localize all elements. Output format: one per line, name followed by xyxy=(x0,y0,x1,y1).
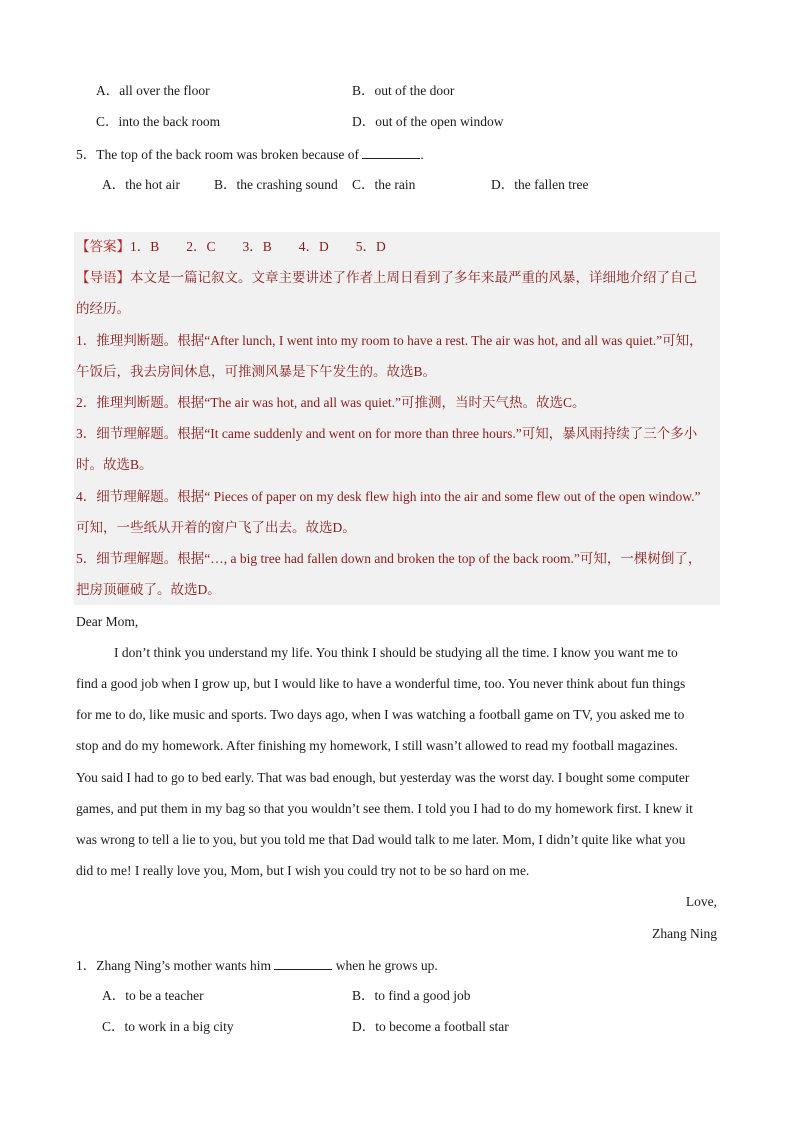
q4-option-c[interactable]: C．into the back room xyxy=(96,114,221,129)
letter-line-4: stop and do my homework. After finishing my homework, I still wasn’t allowed to read my football magazines. xyxy=(76,738,678,753)
answer-label: 【答案】 xyxy=(76,239,130,254)
explanation-4-line-2: 可知，一些纸从开着的窗户飞了出去。故选D。 xyxy=(76,520,356,535)
guide-label: 【导语】 xyxy=(76,270,130,285)
letter-signature: Zhang Ning xyxy=(652,926,717,941)
letter-line-1: I don’t think you understand my life. You think I should be studying all the time. I know you want me to xyxy=(114,645,678,660)
q1-option-c[interactable]: C．to work in a big city xyxy=(102,1019,234,1034)
q4-option-a[interactable]: A．all over the floor xyxy=(96,83,210,98)
explanation-4-line-1: 4．细节理解题。根据“ Pieces of paper on my desk flew high into the air and some flew out of the open window.” xyxy=(76,489,701,504)
q1-stem xyxy=(76,955,438,976)
guide-line-1 xyxy=(76,268,697,288)
q5-option-b[interactable]: B．the crashing sound xyxy=(214,177,338,192)
letter-line-8: did to me! I really love you, Mom, but I wish you could try not to be so hard on me. xyxy=(76,863,530,878)
letter-line-7: was wrong to tell a lie to you, but you told me that Dad would talk to me later. Mom, I didn’t quite like what you xyxy=(76,832,686,847)
q5-option-a[interactable]: A．the hot air xyxy=(102,177,180,192)
q5-blank xyxy=(362,144,420,159)
answer-values: 1．B 2．C 3．B 4．D 5．D xyxy=(130,239,386,254)
q4-option-b[interactable]: B．out of the door xyxy=(352,83,455,98)
explanation-2-line-1: 2．推理判断题。根据“The air was hot, and all was quiet.”可推测，当时天气热。故选C。 xyxy=(76,395,586,410)
guide-text-1: 本文是一篇记叙文。文章主要讲述了作者上周日看到了多年来最严重的风暴，详细地介绍了自己 xyxy=(130,270,697,285)
letter-closing: Love, xyxy=(685,894,717,909)
explanation-1-line-1: 1．推理判断题。根据“After lunch, I went into my room to have a rest. The air was hot, and all was quiet.”可知， xyxy=(76,333,703,348)
guide-line-2: 的经历。 xyxy=(76,301,130,316)
q1-stem-end: when he grows up. xyxy=(332,958,438,973)
explanation-3-line-1: 3．细节理解题。根据“It came suddenly and went on for more than three hours.”可知，暴风雨持续了三个多小 xyxy=(76,426,698,441)
answer-key xyxy=(76,237,386,257)
letter-line-2: find a good job when I grow up, but I would like to have a wonderful time, too. You never think about fun things xyxy=(76,676,686,691)
q1-option-a[interactable]: A．to be a teacher xyxy=(102,988,204,1003)
q5-option-c[interactable]: C．the rain xyxy=(352,177,416,192)
q5-option-d[interactable]: D．the fallen tree xyxy=(491,177,589,192)
q5-stem-text: 5．The top of the back room was broken because of xyxy=(76,147,363,162)
q4-option-d[interactable]: D．out of the open window xyxy=(352,114,504,129)
q1-stem-text: 1．Zhang Ning’s mother wants him xyxy=(76,958,275,973)
explanation-1-line-2: 午饭后，我去房间休息，可推测风暴是下午发生的。故选B。 xyxy=(76,364,437,379)
letter-line-6: games, and put them in my bag so that you wouldn’t see them. I told you I had to do my homework first. I knew it xyxy=(76,801,693,816)
letter-line-3: for me to do, like music and sports. Two days ago, when I was watching a football game on TV, you asked me to xyxy=(76,707,685,722)
q5-stem-end: . xyxy=(420,147,424,162)
explanation-5-line-2: 把房顶砸破了。故选D。 xyxy=(76,582,221,597)
explanation-5-line-1: 5．细节理解题。根据“…, a big tree had fallen down and broken the top of the back room.”可知，一棵树倒了， xyxy=(76,551,702,566)
q1-option-b[interactable]: B．to find a good job xyxy=(352,988,471,1003)
explanation-3-line-2: 时。故选B。 xyxy=(76,457,153,472)
q5-stem xyxy=(76,144,424,165)
letter-line-5: You said I had to go to bed early. That was bad enough, but yesterday was the worst day. I bought some computer xyxy=(76,770,690,785)
q1-blank xyxy=(274,955,332,970)
q1-option-d[interactable]: D．to become a football star xyxy=(352,1019,509,1034)
letter-greeting: Dear Mom, xyxy=(76,614,139,629)
